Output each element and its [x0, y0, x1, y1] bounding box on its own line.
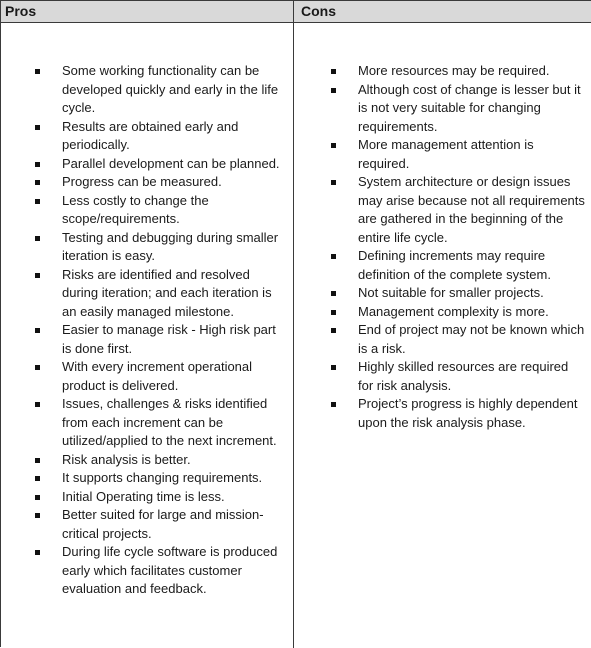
- cons-item-text: Defining increments may require definition of the complete system.: [358, 248, 551, 282]
- pros-item: [35, 469, 285, 488]
- square-bullet-icon: [331, 310, 336, 315]
- pros-item-text: Some working functionality can be developed quickly and early in the life cycle.: [62, 63, 279, 115]
- pros-item-text: With every increment operational product is delivered.: [62, 359, 253, 393]
- cons-item: [331, 284, 587, 303]
- pros-item-text: Initial Operating time is less.: [62, 488, 225, 504]
- pros-item-text: Risks are identified and resolved during iteration; and each iteration is an easily managed milestone.: [62, 266, 272, 319]
- cons-item: [331, 395, 587, 432]
- square-bullet-icon: [35, 495, 40, 500]
- square-bullet-icon: [35, 513, 40, 518]
- pros-item-text: Risk analysis is better.: [62, 451, 191, 467]
- cons-item: [331, 303, 587, 322]
- pros-item-text: Testing and debugging during smaller iteration is easy.: [62, 229, 279, 263]
- square-bullet-icon: [35, 162, 40, 167]
- square-bullet-icon: [331, 291, 336, 296]
- cons-item-text: System architecture or design issues may arise because not all requirements are gathered in the beginning of the entire life cycle.: [358, 174, 585, 245]
- header-row: [1, 1, 591, 23]
- square-bullet-icon: [35, 273, 40, 278]
- cons-item-text: More resources may be required.: [358, 63, 550, 78]
- cons-item: [331, 62, 587, 81]
- pros-item-text: Progress can be measured.: [62, 174, 222, 189]
- pros-item: [35, 62, 285, 118]
- square-bullet-icon: [331, 143, 336, 148]
- square-bullet-icon: [35, 199, 40, 204]
- pros-item: [35, 118, 285, 155]
- pros-item: [35, 488, 285, 507]
- pros-item: [35, 266, 285, 322]
- cons-item: [331, 358, 587, 395]
- cons-item-text: Although cost of change is lesser but it is not very suitable for changing requirements.: [358, 81, 581, 134]
- pros-item-text: Easier to manage risk - High risk part is done first.: [62, 322, 276, 356]
- cons-item: [331, 321, 587, 358]
- pros-item: [35, 543, 285, 599]
- pros-item: [35, 321, 285, 358]
- cons-item-text: Management complexity is more.: [358, 303, 549, 319]
- pros-item: [35, 173, 285, 192]
- cons-item: [331, 173, 587, 247]
- pros-item: [35, 451, 285, 470]
- square-bullet-icon: [35, 458, 40, 463]
- pros-item-text: Results are obtained early and periodically.: [62, 118, 239, 152]
- pros-item-text: Less costly to change the scope/requirements.: [62, 192, 209, 226]
- square-bullet-icon: [35, 402, 40, 407]
- pros-header: Pros: [5, 3, 37, 19]
- pros-item-text: Issues, challenges & risks identified from each increment can be utilized/applied to the next increment.: [62, 396, 277, 448]
- pros-item-text: It supports changing requirements.: [62, 470, 263, 485]
- cons-item-text: Highly skilled resources are required for risk analysis.: [358, 359, 569, 393]
- column-divider: [293, 1, 294, 648]
- square-bullet-icon: [35, 476, 40, 481]
- cons-item: [331, 247, 587, 284]
- square-bullet-icon: [331, 69, 336, 74]
- pros-item: [35, 192, 285, 229]
- pros-item-text: During life cycle software is produced early which facilitates customer evaluation and feedback.: [62, 544, 278, 596]
- cons-item-text: Not suitable for smaller projects.: [358, 285, 544, 300]
- square-bullet-icon: [35, 328, 40, 333]
- cons-item: [331, 136, 587, 173]
- pros-item: [35, 506, 285, 543]
- square-bullet-icon: [331, 365, 336, 370]
- cons-item: [331, 81, 587, 137]
- cons-item-text: More management attention is required.: [358, 137, 534, 171]
- cons-item-text: End of project may not be known which is a risk.: [358, 322, 585, 356]
- square-bullet-icon: [35, 550, 40, 555]
- pros-item: [35, 395, 285, 451]
- square-bullet-icon: [331, 402, 336, 407]
- square-bullet-icon: [331, 180, 336, 185]
- square-bullet-icon: [331, 88, 336, 93]
- cons-header: Cons: [301, 3, 336, 19]
- square-bullet-icon: [35, 125, 40, 130]
- square-bullet-icon: [331, 254, 336, 259]
- pros-item-text: Better suited for large and mission-critical projects.: [62, 507, 264, 541]
- pros-item: [35, 358, 285, 395]
- square-bullet-icon: [35, 236, 40, 241]
- pros-list: [35, 62, 285, 599]
- square-bullet-icon: [331, 328, 336, 333]
- square-bullet-icon: [35, 180, 40, 185]
- cons-item-text: Project’s progress is highly dependent upon the risk analysis phase.: [358, 396, 578, 430]
- square-bullet-icon: [35, 69, 40, 74]
- pros-item-text: Parallel development can be planned.: [62, 155, 280, 171]
- pros-item: [35, 155, 285, 174]
- pros-item: [35, 229, 285, 266]
- square-bullet-icon: [35, 365, 40, 370]
- cons-list: [331, 62, 587, 432]
